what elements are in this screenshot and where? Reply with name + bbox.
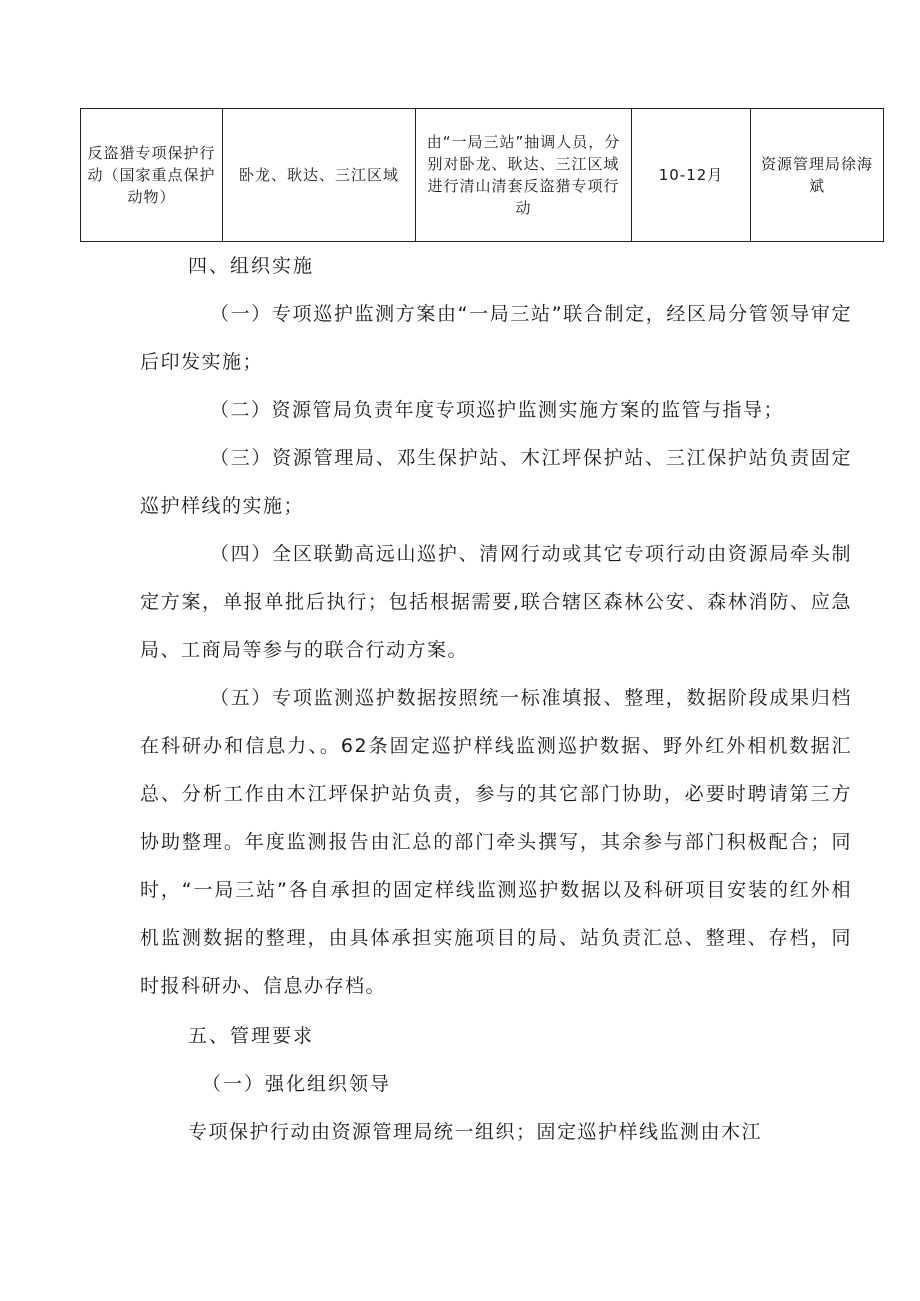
paragraph-4-5: （五）专项监测巡护数据按照统一标准填报、整理，数据阶段成果归档在科研办和信息力、。62条固定巡护样线监测巡护数据、野外红外相机数据汇总、分析工作由木江坪保护站负责，参与的其它部门协助，必要时聘请第三方协助整理。年度监测报告由汇总的部门牵头撰写，其余参与部门积极配合；同时，“一局三站”各自承担的固定样线监测巡护数据以及科研项目安装的红外相机监测数据的整理，由具体承担实施项目的局、站负责汇总、整理、存档，同时报科研办、信息办存档。 xyxy=(140,687,852,997)
cell-area: 卧龙、耿达、三江区域 xyxy=(223,109,416,242)
cell-time: 10-12月 xyxy=(632,109,751,242)
paragraph-4-4: （四）全区联勤高远山巡护、清网行动或其它专项行动由资源局牵头制定方案，单报单批后执行；包括根据需要,联合辖区森林公安、森林消防、应急局、工商局等参与的联合行动方案。 xyxy=(140,543,852,661)
body-text xyxy=(140,242,852,1156)
plan-table xyxy=(80,108,884,242)
cell-action-name: 反盗猎专项保护行动（国家重点保护动物） xyxy=(81,109,223,242)
paragraph-4-3: （三）资源管理局、邓生保护站、木江坪保护站、三江保护站负责固定巡护样线的实施； xyxy=(140,447,852,517)
section-heading-4: 四、组织实施 xyxy=(188,255,315,277)
paragraph-4-1: （一）专项巡护监测方案由“一局三站”联合制定，经区局分管领导审定后印发实施； xyxy=(140,303,852,373)
cell-content: 由“一局三站”抽调人员，分别对卧龙、耿达、三江区域进行清山清套反盗猎专项行动 xyxy=(416,109,632,242)
paragraph-5-1: 专项保护行动由资源管理局统一组织；固定巡护样线监测由木江 xyxy=(188,1121,763,1143)
paragraph-4-2: （二）资源管局负责年度专项巡护监测实施方案的监管与指导； xyxy=(210,399,785,421)
section-heading-5: 五、管理要求 xyxy=(188,1025,315,1047)
table-row xyxy=(81,109,884,242)
cell-owner: 资源管理局徐海斌 xyxy=(751,109,884,242)
sub-heading-5-1: （一）强化组织领导 xyxy=(202,1073,392,1095)
